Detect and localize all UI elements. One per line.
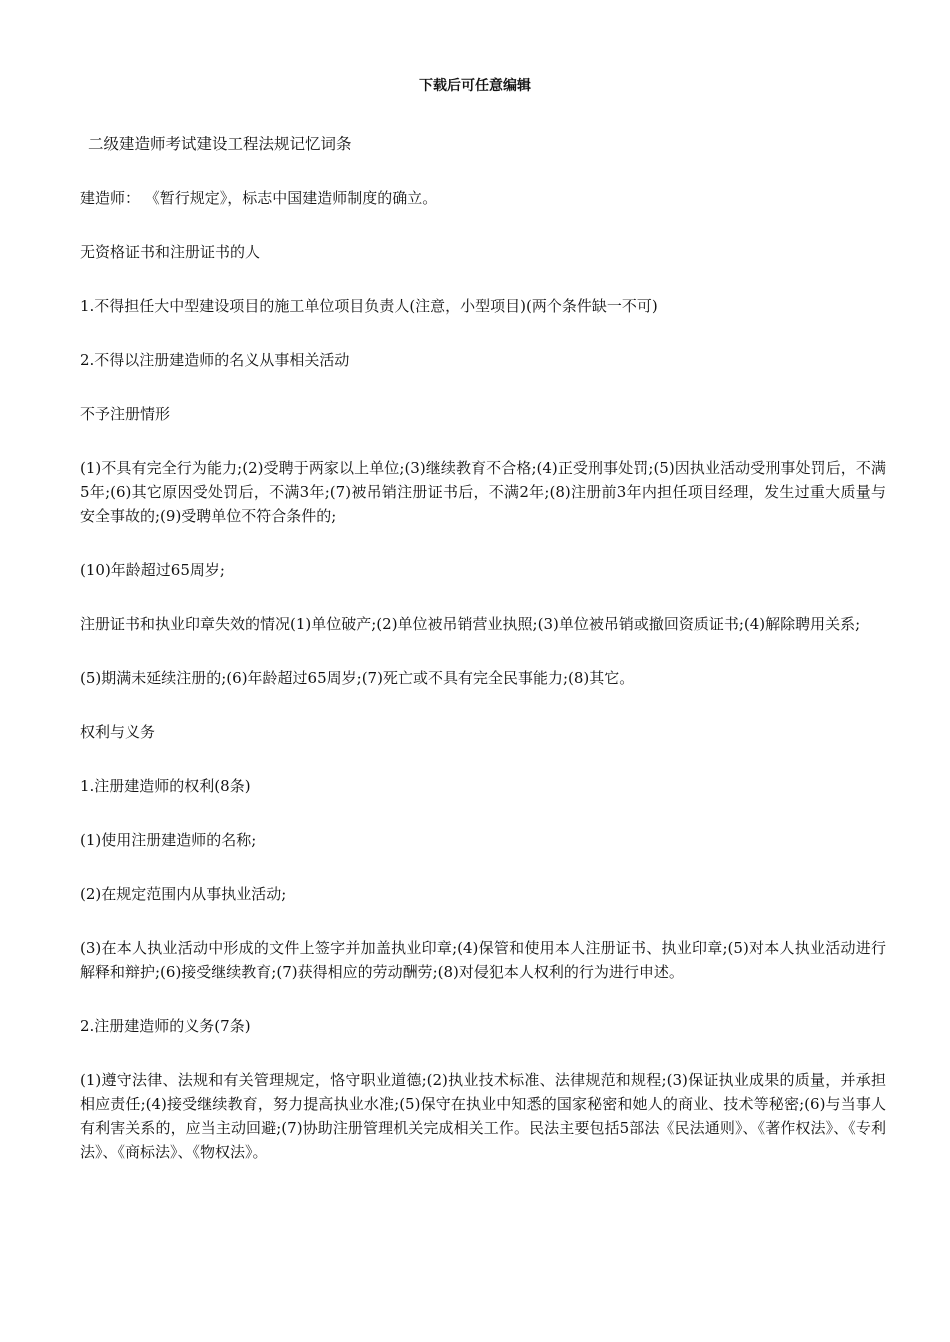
paragraph-no-registration-item-10: (10)年龄超过65周岁;	[80, 561, 225, 579]
paragraph-rights-heading: 1.注册建造师的权利(8条)	[80, 777, 251, 795]
page-header: 下载后可任意编辑	[419, 78, 531, 94]
paragraph-no-certificate-heading: 无资格证书和注册证书的人	[80, 243, 261, 261]
paragraph-invalid-certificate-list: 注册证书和执业印章失效的情况(1)单位破产;(2)单位被吊销营业执照;(3)单位被吊销或撤回资质证书;(4)解除聘用关系;	[80, 615, 861, 633]
paragraph-rights-item-2: (2)在规定范围内从事执业活动;	[80, 885, 287, 903]
paragraph-duties-list: (1)遵守法律、法规和有关管理规定，恪守职业道德;(2)执业技术标准、法律规范和规程;(3)保证执业成果的质量，并承担相应责任;(4)接受继续教育，努力提高执业水准;(5)保守在执业中知悉的国家秘密和她人的商业、技术等秘密;(6)与当事人有利害关系的，应当主动回避;(7)协助注册管理机关完成相关工作。民法主要包括5部法《民法通则》、《著作权法》、《专利法》、《商标法》、《物权法》。	[80, 1071, 886, 1161]
paragraph-no-registration-list: (1)不具有完全行为能力;(2)受聘于两家以上单位;(3)继续教育不合格;(4)正受刑事处罚;(5)因执业活动受刑事处罚后，不满5年;(6)其它原因受处罚后，不满3年;(7)被吊销注册证书后，不满2年;(8)注册前3年内担任项目经理，发生过重大质量与安全事故的;(9)受聘单位不符合条件的;	[80, 459, 886, 525]
paragraph-rights-duties-heading: 权利与义务	[80, 723, 156, 741]
paragraph-no-certificate-item-2: 2.不得以注册建造师的名义从事相关活动	[80, 351, 350, 369]
paragraph-no-registration-heading: 不予注册情形	[80, 405, 171, 423]
paragraph-rights-items-3-8: (3)在本人执业活动中形成的文件上签字并加盖执业印章;(4)保管和使用本人注册证书、执业印章;(5)对本人执业活动进行解释和辩护;(6)接受继续教育;(7)获得相应的劳动酬劳;(8)对侵犯本人权利的行为进行申述。	[80, 939, 886, 981]
document-title: 二级建造师考试建设工程法规记忆词条	[88, 135, 352, 153]
document-body	[80, 132, 886, 1194]
paragraph-architect-definition: 建造师： 《暂行规定》，标志中国建造师制度的确立。	[80, 189, 438, 207]
paragraph-rights-item-1: (1)使用注册建造师的名称;	[80, 831, 257, 849]
paragraph-invalid-certificate-continued: (5)期满未延续注册的;(6)年龄超过65周岁;(7)死亡或不具有完全民事能力;(8)其它。	[80, 669, 635, 687]
paragraph-duties-heading: 2.注册建造师的义务(7条)	[80, 1017, 251, 1035]
paragraph-no-certificate-item-1: 1.不得担任大中型建设项目的施工单位项目负责人(注意，小型项目)(两个条件缺一不可)	[80, 297, 658, 315]
